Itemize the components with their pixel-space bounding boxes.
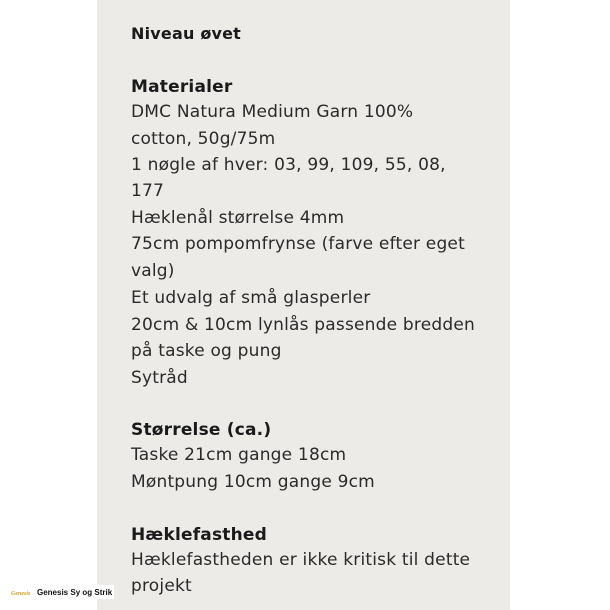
- gauge-line: Hæklefastheden er ikke kritisk til dette: [131, 550, 471, 570]
- materials-heading: Materialer: [131, 77, 233, 97]
- materials-line: valg): [131, 261, 175, 281]
- materials-line: Sytråd: [131, 368, 188, 388]
- materials-line: på taske og pung: [131, 341, 282, 361]
- gauge-line: projekt: [131, 576, 192, 596]
- materials-line: Hæklenål størrelse 4mm: [131, 208, 345, 228]
- materials-line: cotton, 50g/75m: [131, 129, 276, 149]
- materials-line: 177: [131, 181, 165, 201]
- logo-lettering: Genesis: [11, 590, 31, 597]
- materials-line: 75cm pompomfrynse (farve efter eget: [131, 234, 465, 254]
- genesis-logo-icon: [10, 588, 32, 597]
- size-heading: Størrelse (ca.): [131, 420, 272, 440]
- shop-watermark: [10, 585, 114, 599]
- materials-line: 20cm & 10cm lynlås passende bredden: [131, 315, 475, 335]
- materials-line: DMC Natura Medium Garn 100%: [131, 102, 414, 122]
- level-line: Niveau øvet: [131, 24, 242, 43]
- watermark-text: Genesis Sy og Strik: [37, 587, 113, 597]
- gauge-heading: Hæklefasthed: [131, 525, 268, 545]
- materials-line: Et udvalg af små glasperler: [131, 288, 371, 308]
- materials-line: 1 nøgle af hver: 03, 99, 109, 55, 08,: [131, 155, 446, 175]
- size-line: Taske 21cm gange 18cm: [131, 445, 347, 465]
- size-line: Møntpung 10cm gange 9cm: [131, 472, 375, 492]
